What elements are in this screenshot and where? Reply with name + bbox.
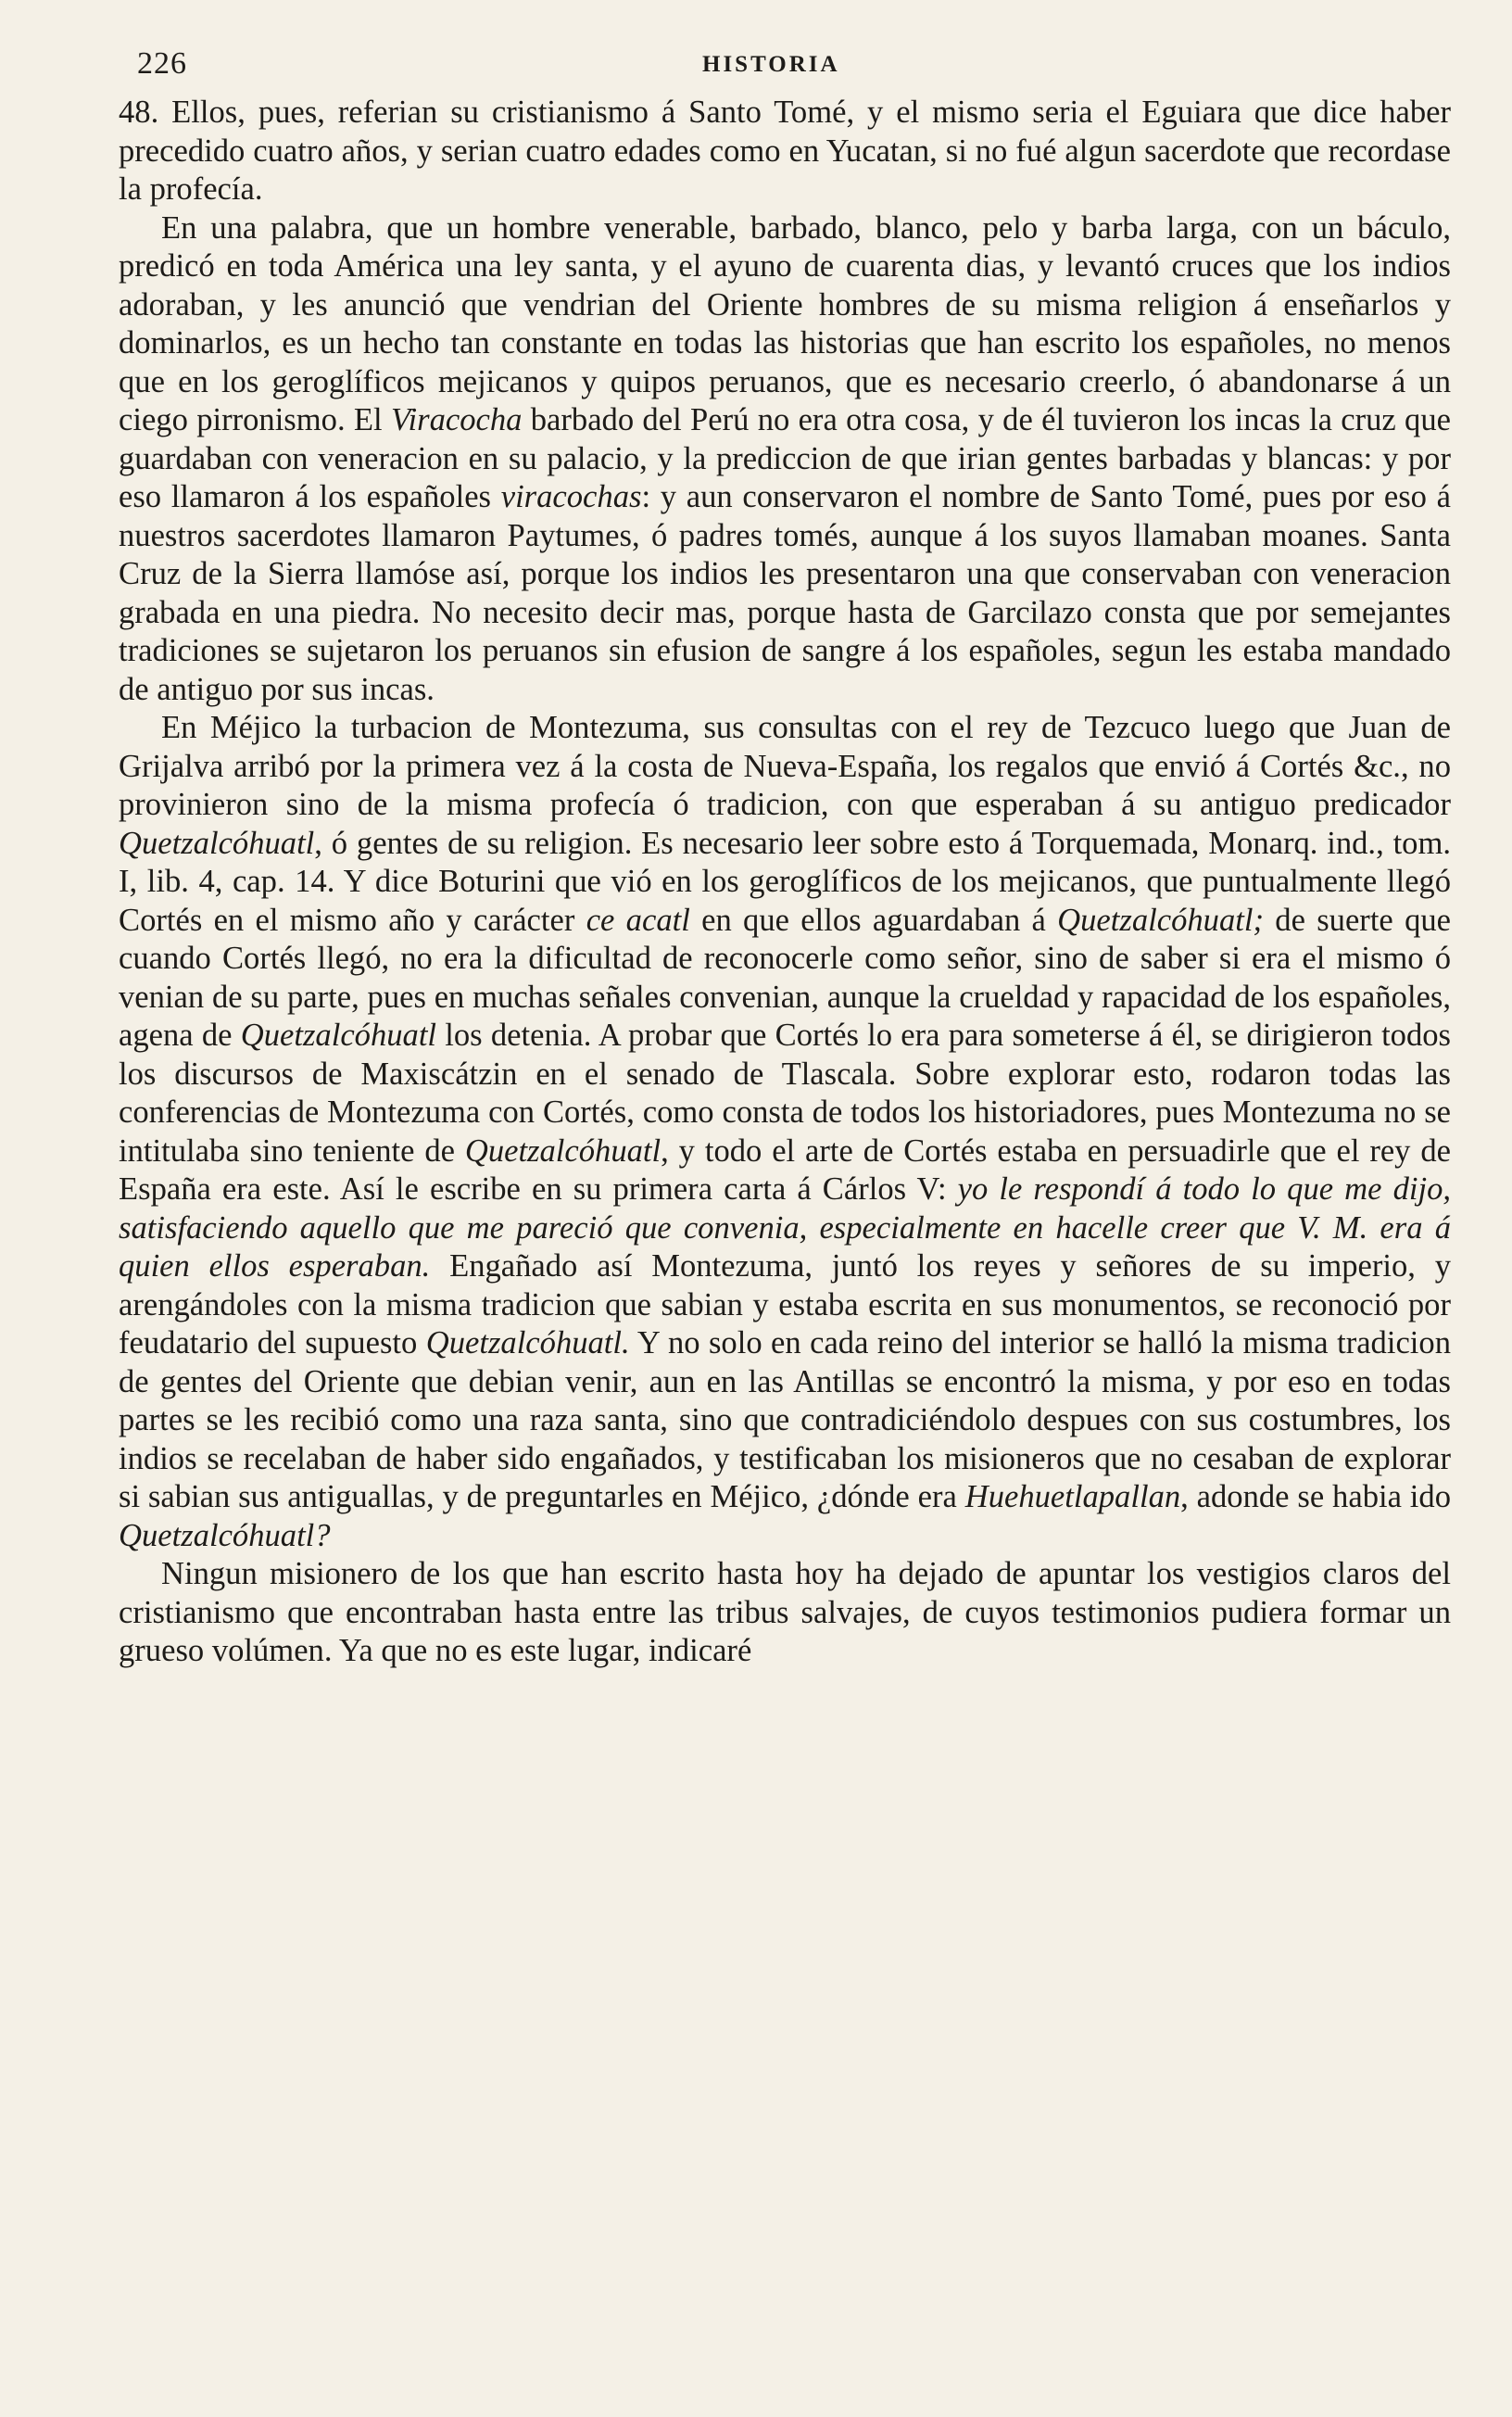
page-number: 226 bbox=[137, 46, 187, 81]
text-run: los detenia. A probar que Cortés lo era para someterse á él, se dirigieron todos los discursos de Maxiscátzin en el senado de Tlascala. Sobre explorar esto, rodaron todas las conferencias de Montezuma con Cortés, como consta de todos los historiadores, pues Montezuma no se intitulaba sino teniente de bbox=[119, 1018, 1451, 1169]
text-run: En Méjico la turbacion de Montezuma, sus consultas con el rey de Tezcuco luego que Juan de Grijalva arribó por la primera vez á la costa de Nueva-España, los regalos que envió á Cortés &c., no provinieron sino de la misma profecía ó tradicion, con que esperaban á su antiguo predicador bbox=[119, 710, 1451, 822]
text-run: , ó gentes de su religion. Es necesario leer sobre esto á Torquemada, Monarq. ind., tom. I, lib. 4, cap. 14. Y dice Boturini que vió en los geroglíficos de los mejicanos, que puntualmente llegó Cortés en el mismo año y carácter bbox=[119, 825, 1451, 938]
text-run: Ningun misionero de los que han escrito hasta hoy ha dejado de apuntar los vestigios claros del cristianismo que encontraban hasta entre las tribus salvajes, de cuyos testimonios pudiera formar un grueso volúmen. Ya que no es este lugar, indicaré bbox=[119, 1556, 1451, 1668]
text-run: , adonde se habia ido bbox=[1180, 1479, 1451, 1514]
italic-phrase: Quetzalcóhuatl; bbox=[1057, 902, 1264, 938]
italic-phrase: Quetzalcóhuatl? bbox=[119, 1517, 331, 1553]
italic-phrase: viracochas bbox=[500, 479, 642, 514]
text-run: de suerte que cuando Cortés llegó, no era la dificultad de reconocerle como señor, sino de saber si era el mismo ó venian de su parte, pues en muchas señales convenian, aunque la crueldad y rapacidad de los españoles, agena de bbox=[119, 902, 1451, 1053]
italic-phrase: Quetzalcóhuatl bbox=[240, 1018, 437, 1053]
paragraph bbox=[119, 709, 1451, 1555]
paragraph bbox=[119, 94, 1451, 209]
text-run: Y no solo en cada reino del interior se halló la misma tradicion de gentes del Oriente que debian venir, aun en las Antillas se encontró la misma, y por eso en todas partes se les recibió como una raza santa, sino que contradiciéndolo despues con sus costumbres, los indios se recelaban de haber sido engañados, y testificaban los misioneros que no cesaban de explorar si sabian sus antiguallas, y de preguntarles en Méjico, ¿dónde era bbox=[119, 1325, 1451, 1514]
text-run: 48. Ellos, pues, referian su cristianismo á Santo Tomé, y el mismo seria el Eguiara que dice haber precedido cuatro años, y serian cuatro edades como en Yucatan, si no fué algun sacerdote que recordase la profecía. bbox=[119, 95, 1451, 207]
text-run: Engañado así Montezuma, juntó los reyes y señores de su imperio, y arengándoles con la misma tradicion que sabian y estaba escrita en sus monumentos, se reconoció por feudatario del supuesto bbox=[119, 1248, 1451, 1360]
italic-phrase: ce acatl bbox=[586, 902, 690, 938]
running-title: HISTORIA bbox=[702, 52, 840, 77]
italic-phrase: Huehuetlapallan bbox=[964, 1479, 1181, 1514]
text-run: , y todo el arte de Cortés estaba en persuadirle que el rey de España era este. Así le escribe en su primera carta á Cárlos V: bbox=[119, 1133, 1451, 1207]
text-run: barbado del Perú no era otra cosa, y de él tuvieron los incas la cruz que guardaban con veneracion en su palacio, y la prediccion de que irian gentes barbadas y blancas: y por eso llamaron á los españoles bbox=[119, 402, 1451, 514]
text-run: : y aun conservaron el nombre de Santo Tomé, pues por eso á nuestros sacerdotes llamaron Paytumes, ó padres tomés, aunque á los suyos llamaban moanes. Santa Cruz de la Sierra llamóse así, porque los indios les presentaron una que conservaban con veneracion grabada en una piedra. No necesito decir mas, porque hasta de Garcilazo consta que por semejantes tradiciones se sujetaron los peruanos sin efusion de sangre á los españoles, segun les estaba mandado de antiguo por sus incas. bbox=[119, 479, 1452, 707]
italic-phrase: Quetzalcóhuatl bbox=[119, 825, 315, 861]
text-run: En una palabra, que un hombre venerable, barbado, blanco, pelo y barba larga, con un báculo, predicó en toda América una ley santa, y el ayuno de cuarenta dias, y levantó cruces que los indios adoraban, y les anunció que vendrian del Oriente hombres de su misma religion á enseñarlos y dominarlos, es un hecho tan constante en todas las historias que han escrito los españoles, no menos que en los geroglíficos mejicanos y quipos peruanos, que es necesario creerlo, ó abandonarse á un ciego pirronismo. El bbox=[119, 209, 1451, 437]
body-text bbox=[119, 94, 1451, 1671]
italic-phrase: Viracocha bbox=[390, 402, 523, 437]
paragraph bbox=[119, 1555, 1451, 1671]
text-run: en que ellos aguardaban á bbox=[689, 902, 1058, 938]
paragraph bbox=[119, 209, 1451, 710]
italic-phrase: Quetzalcóhuatl. bbox=[425, 1325, 630, 1360]
italic-phrase: yo le respondí á todo lo que me dijo, satisfaciendo aquello que me pareció que convenia, especialmente en hacelle creer que V. M. era á quien ellos esperaban. bbox=[119, 1171, 1452, 1284]
italic-phrase: Quetzalcóhuatl bbox=[464, 1133, 662, 1169]
